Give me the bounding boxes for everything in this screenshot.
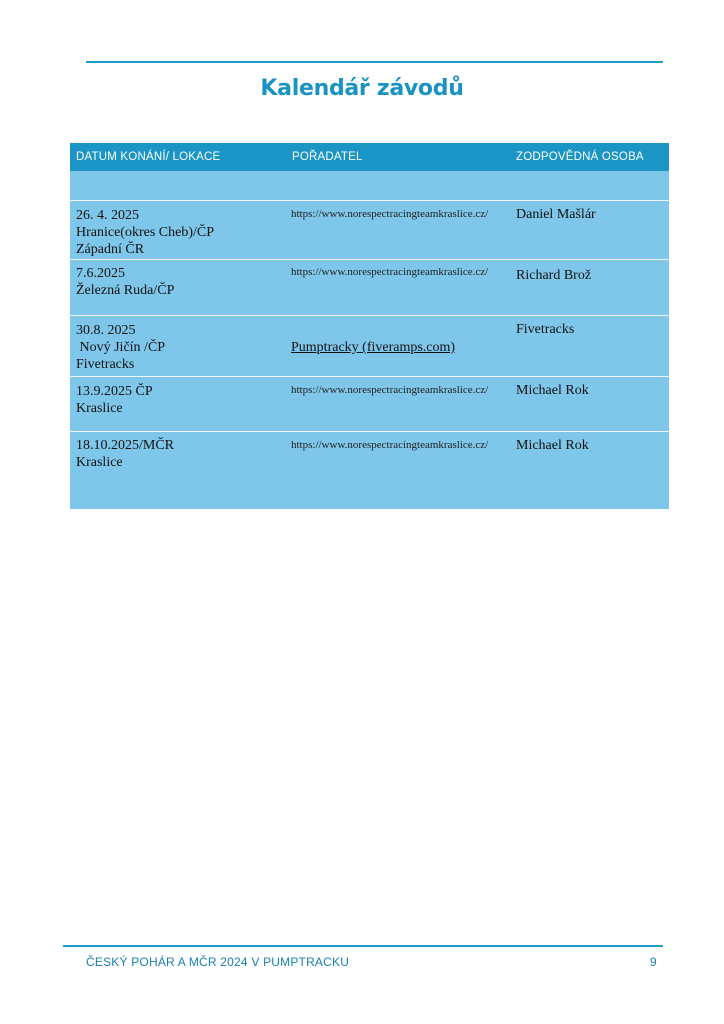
table-row-2-date-location: 7.6.2025 Železná Ruda/ČP: [76, 266, 175, 298]
table-row-4-person: Michael Rok: [516, 383, 589, 398]
table-row-5-organizer: https://www.norespectracingteamkraslice.cz/: [291, 439, 489, 451]
table-row-5-date-location: 18.10.2025/MČR Kraslice: [76, 438, 175, 470]
table-row-4-date-location: 13.9.2025 ČP Kraslice: [76, 384, 153, 416]
table-row-1-date-location: 26. 4. 2025 Hranice(okres Cheb)/ČP Západní ČR: [76, 208, 215, 257]
table-header: [70, 143, 669, 171]
header-date-location: DATUM KONÁNÍ/ LOKACE: [76, 151, 221, 163]
table-row-1-person: Daniel Mašlár: [516, 207, 596, 222]
row-divider: [70, 376, 669, 377]
footer-title: ČESKÝ POHÁR A MČR 2024 V PUMPTRACKU: [86, 955, 350, 969]
table-row-3-date-location: 30.8. 2025 Nový Jičín /ČP Fivetracks: [76, 323, 166, 372]
top-rule: [86, 61, 663, 63]
table-row-2-person: Richard Brož: [516, 268, 592, 283]
header-organizer: POŘADATEL: [292, 151, 363, 163]
footer-rule: [63, 945, 663, 947]
page-title: Kalendář závodů: [260, 76, 464, 101]
race-calendar-table: [70, 143, 669, 509]
header-responsible-person: ZODPOVĚDNÁ OSOBA: [516, 151, 644, 163]
row-divider: [70, 315, 669, 316]
row-divider: [70, 200, 669, 201]
table-row-1-organizer: https://www.norespectracingteamkraslice.cz/: [291, 208, 489, 220]
table-row-5-person: Michael Rok: [516, 438, 589, 453]
table-row-3-person: Fivetracks: [516, 322, 575, 337]
table-row-3-organizer-link[interactable]: Pumptracky (fiveramps.com): [291, 340, 456, 355]
page-number: 9: [650, 955, 657, 969]
table-row-2-organizer: https://www.norespectracingteamkraslice.cz/: [291, 266, 489, 278]
table-row-4-organizer: https://www.norespectracingteamkraslice.cz/: [291, 384, 489, 396]
row-divider: [70, 431, 669, 432]
row-divider: [70, 259, 669, 260]
